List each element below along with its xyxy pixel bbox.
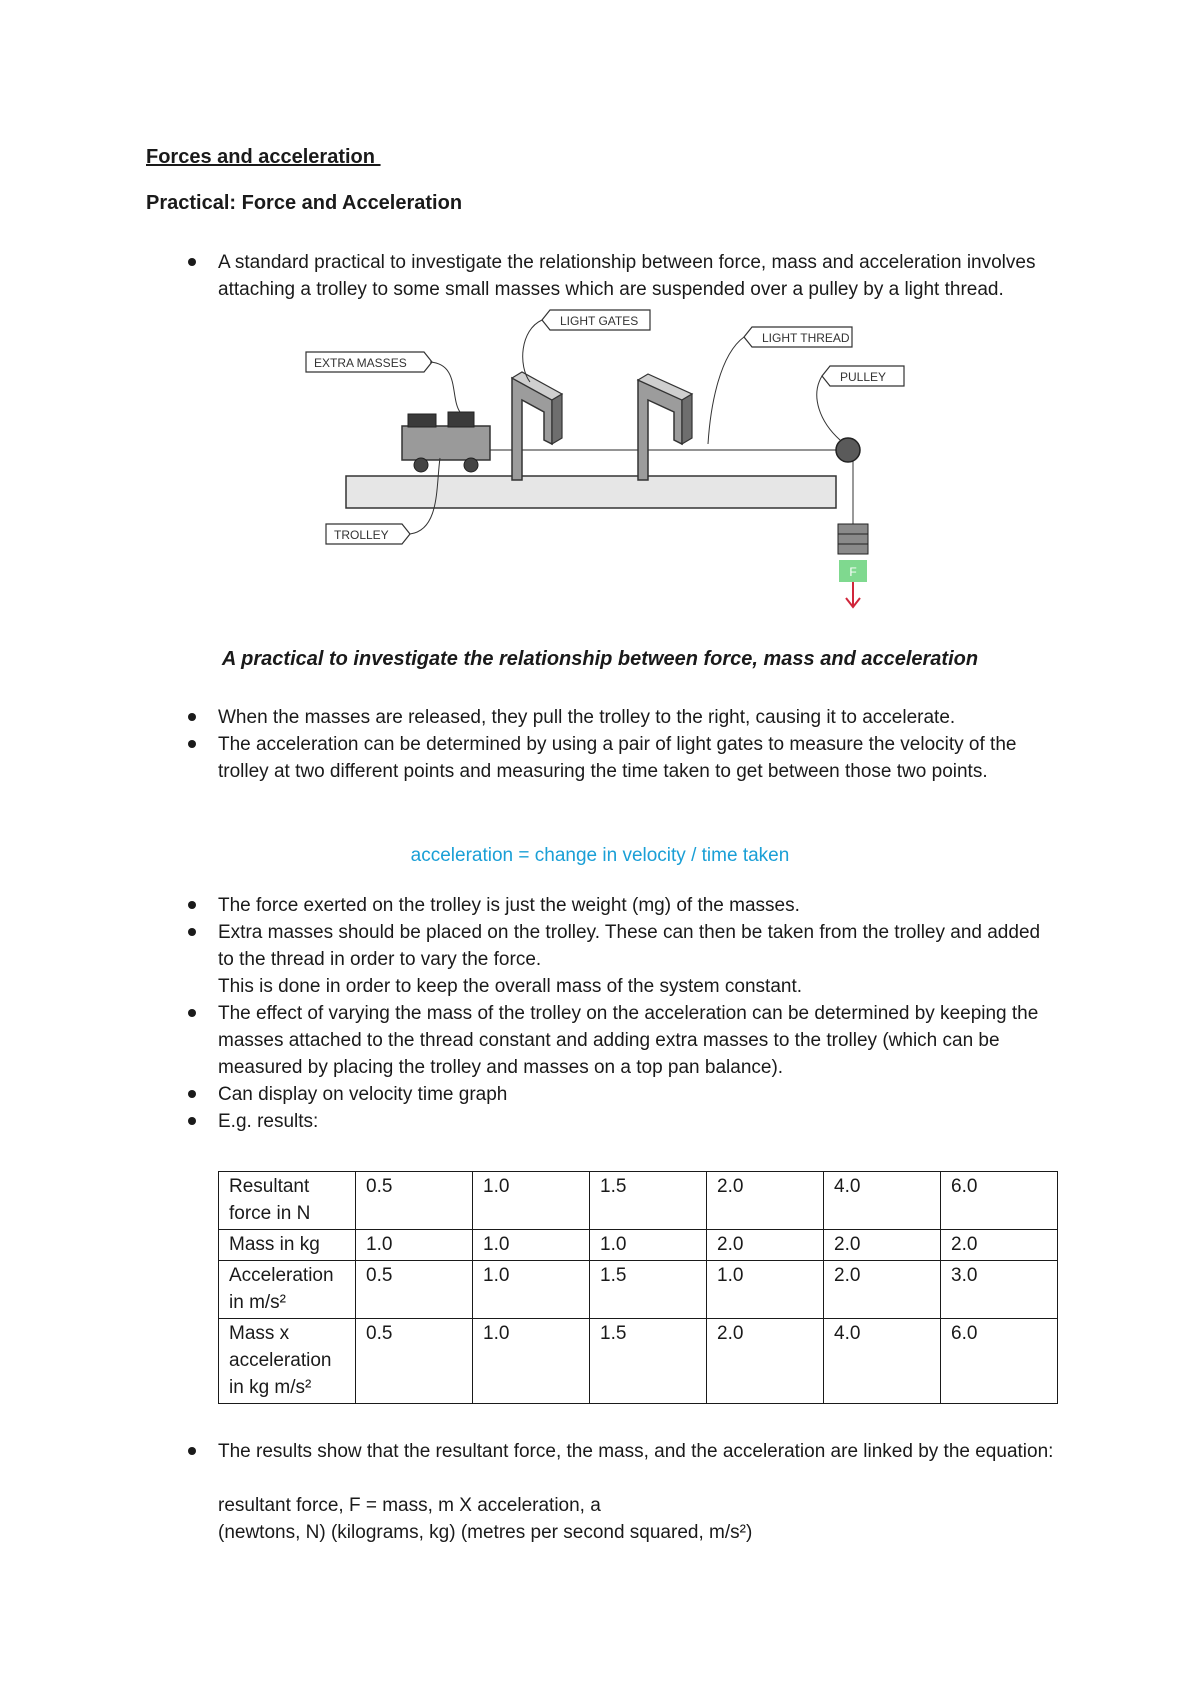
- svg-text:LIGHT GATES: LIGHT GATES: [560, 314, 639, 328]
- force-label: F: [849, 565, 857, 579]
- table-cell: 2.0: [707, 1172, 824, 1230]
- svg-text:PULLEY: PULLEY: [840, 370, 887, 384]
- table-cell: 1.5: [590, 1261, 707, 1319]
- table-cell: 0.5: [356, 1319, 473, 1404]
- pulley: [836, 438, 860, 462]
- table-cell: 2.0: [941, 1230, 1058, 1261]
- table-cell: 3.0: [941, 1261, 1058, 1319]
- page-title: Forces and acceleration: [146, 146, 381, 168]
- units-line: (newtons, N) (kilograms, kg) (metres per second squared, m/s²): [218, 1522, 753, 1543]
- label-pulley: [817, 366, 904, 440]
- table-row: [219, 1172, 1058, 1230]
- bullet-marker: [188, 1447, 196, 1455]
- bullet-marker: [188, 258, 196, 266]
- label-light-gates: [523, 310, 650, 382]
- table-cell: 1.0: [473, 1230, 590, 1261]
- bullet-marker: [188, 901, 196, 909]
- bullet-text: The effect of varying the mass of the trolley on the acceleration can be determined by keeping the masses attached to the thread constant and adding extra masses to the trolley (which can be measured by placing the trolley and masses on a top pan balance).: [218, 1003, 1039, 1078]
- light-gate-1: [512, 372, 562, 480]
- table-row: [219, 1230, 1058, 1261]
- table-cell: 1.5: [590, 1172, 707, 1230]
- extra-mass-block: [408, 414, 436, 427]
- table-cell: 1.0: [590, 1230, 707, 1261]
- bullet-marker: [188, 740, 196, 748]
- bullet-marker: [188, 1009, 196, 1017]
- bullet-marker: [188, 713, 196, 721]
- intro-paragraph: A standard practical to investigate the relationship between force, mass and acceleration involves attaching a trolley to some small masses which are suspended over a pulley by a light thread.: [218, 252, 1036, 300]
- table-row: [219, 1261, 1058, 1319]
- extra-mass-block: [448, 412, 474, 427]
- table-cell: 1.0: [473, 1172, 590, 1230]
- table-cell: 1.0: [707, 1261, 824, 1319]
- bullet-text: When the masses are released, they pull the trolley to the right, causing it to accelerate.: [218, 707, 956, 728]
- light-gate-2: [638, 374, 692, 480]
- table-cell: 4.0: [824, 1172, 941, 1230]
- table-cell: 2.0: [707, 1319, 824, 1404]
- row-header: Mass in kg: [219, 1230, 356, 1261]
- table-cell: 2.0: [824, 1261, 941, 1319]
- figure-caption: A practical to investigate the relationship between force, mass and acceleration: [221, 648, 979, 670]
- table-cell: 0.5: [356, 1172, 473, 1230]
- row-header: Acceleration in m/s²: [219, 1261, 356, 1319]
- table-cell: 1.0: [473, 1319, 590, 1404]
- bullet-continuation: This is done in order to keep the overall mass of the system constant.: [218, 976, 803, 997]
- bullet-text: The acceleration can be determined by using a pair of light gates to measure the velocity of the trolley at two different points and measuring the time taken to get between those two points.: [218, 734, 1017, 782]
- svg-text:EXTRA MASSES: EXTRA MASSES: [314, 356, 407, 370]
- table-cell: 0.5: [356, 1261, 473, 1319]
- apparatus-diagram: [290, 300, 930, 620]
- row-header: Resultant force in N: [219, 1172, 356, 1230]
- bullet-text: E.g. results:: [218, 1111, 319, 1132]
- bench: [346, 476, 836, 508]
- svg-text:LIGHT THREAD: LIGHT THREAD: [762, 331, 850, 345]
- table-cell: 4.0: [824, 1319, 941, 1404]
- bullet-marker: [188, 1117, 196, 1125]
- label-extra-masses: [306, 352, 460, 412]
- table-cell: 2.0: [707, 1230, 824, 1261]
- bullet-marker: [188, 1090, 196, 1098]
- table-cell: 1.0: [473, 1261, 590, 1319]
- hanging-masses: [838, 524, 868, 554]
- table-cell: 1.0: [356, 1230, 473, 1261]
- section-heading: Practical: Force and Acceleration: [146, 192, 463, 214]
- bullet-marker: [188, 928, 196, 936]
- equation-line: resultant force, F = mass, m X acceleration, a: [218, 1495, 601, 1516]
- bullet-text: The force exerted on the trolley is just the weight (mg) of the masses.: [218, 895, 800, 916]
- bullet-text: Can display on velocity time graph: [218, 1084, 508, 1105]
- table-row: [219, 1319, 1058, 1404]
- table-cell: 1.5: [590, 1319, 707, 1404]
- bullet-text: Extra masses should be placed on the trolley. These can then be taken from the trolley and added to the thread in order to vary the force.: [218, 922, 1041, 970]
- table-cell: 6.0: [941, 1172, 1058, 1230]
- conclusion-text: The results show that the resultant force, the mass, and the acceleration are linked by the equation:: [218, 1441, 1054, 1462]
- table-cell: 2.0: [824, 1230, 941, 1261]
- results-table: [218, 1171, 1058, 1404]
- acceleration-formula: acceleration = change in velocity / time taken: [410, 845, 790, 866]
- table-cell: 6.0: [941, 1319, 1058, 1404]
- row-header: Mass x acceleration in kg m/s²: [219, 1319, 356, 1404]
- svg-text:TROLLEY: TROLLEY: [334, 528, 389, 542]
- trolley: [402, 426, 490, 472]
